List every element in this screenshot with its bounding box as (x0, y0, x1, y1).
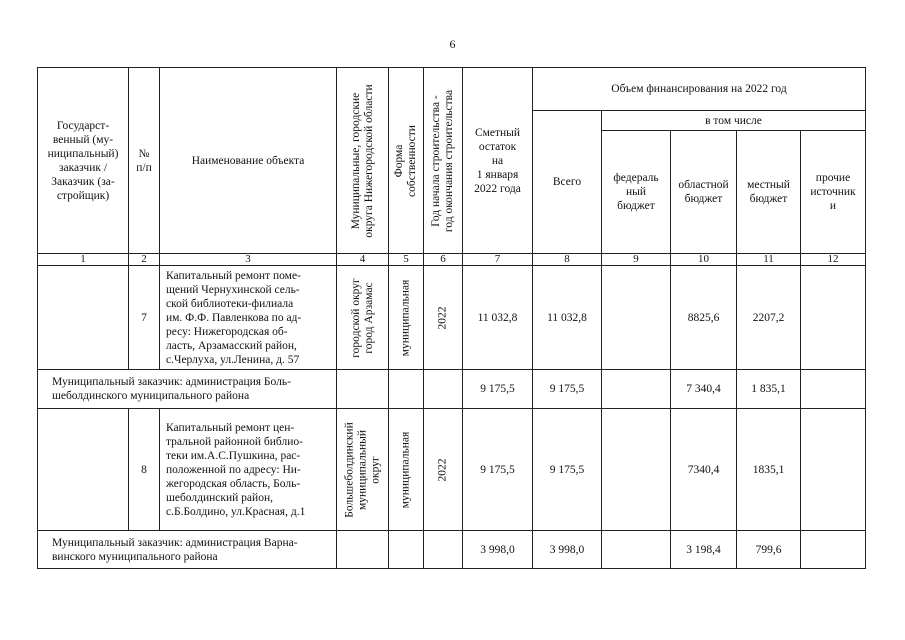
object-8-municipality: Большеболдинский муниципальный округ (337, 409, 389, 531)
customer-2-year (424, 531, 463, 569)
customer-1-federal (602, 370, 671, 409)
object-7-ownership: муниципальная (389, 266, 424, 370)
object-7-estimate: 11 032,8 (463, 266, 533, 370)
page-number: 6 (449, 37, 456, 51)
customer-2-total: 3 998,0 (533, 531, 602, 569)
customer-1-ownership (389, 370, 424, 409)
object-8-customer (38, 409, 129, 531)
col-number: 4 (337, 254, 389, 266)
object-8-year: 2022 (424, 409, 463, 531)
object-7-other (801, 266, 866, 370)
customer-2-ownership (389, 531, 424, 569)
header-object-name: Наименование объекта (160, 68, 337, 254)
object-7-local: 2207,2 (737, 266, 801, 370)
col-number: 10 (671, 254, 737, 266)
col-number: 9 (602, 254, 671, 266)
customer-1-label: Муниципальный заказчик: администрация Боль- шеболдинского муниципального района (38, 370, 337, 409)
customer-1-total: 9 175,5 (533, 370, 602, 409)
col-number: 12 (801, 254, 866, 266)
header-municipality: Муниципальные, городские округа Нижегородской области (337, 68, 389, 254)
table-row-object-7 (38, 266, 866, 370)
header-row-1 (38, 68, 866, 111)
col-number: 2 (129, 254, 160, 266)
object-8-other (801, 409, 866, 531)
customer-1-local: 1 835,1 (737, 370, 801, 409)
table-row-customer-2 (38, 531, 866, 569)
header-other: прочие источник и (801, 131, 866, 254)
customer-2-federal (602, 531, 671, 569)
header-years: Год начала строительства - год окончания строительства (424, 68, 463, 254)
object-7-name: Капитальный ремонт поме- щений Чернухинской сель- ской библиотеки-филиала им. Ф.Ф. Павленкова по ад- ресу: Нижегородская об- ласть, Арзамасский район, с.Черлуха, ул.Ленина, д. 57 (160, 266, 337, 370)
object-8-name: Капитальный ремонт цен- тральной районной библио- теки им.А.С.Пушкина, рас- положенной по адресу: Ни- жегородская область, Боль- шеболдинский район, с.Б.Болдино, ул.Красная, д.1 (160, 409, 337, 531)
object-8-local: 1835,1 (737, 409, 801, 531)
customer-1-regional: 7 340,4 (671, 370, 737, 409)
object-7-customer (38, 266, 129, 370)
object-7-year: 2022 (424, 266, 463, 370)
object-8-federal (602, 409, 671, 531)
col-number: 6 (424, 254, 463, 266)
customer-1-estimate: 9 175,5 (463, 370, 533, 409)
financing-table (37, 67, 866, 569)
header-local: местный бюджет (737, 131, 801, 254)
col-number: 3 (160, 254, 337, 266)
table-row-object-8 (38, 409, 866, 531)
header-customer: Государст- венный (му- ниципальный) заказчик / Заказчик (за- стройщик) (38, 68, 129, 254)
object-8-num: 8 (129, 409, 160, 531)
col-number: 5 (389, 254, 424, 266)
header-total: Всего (533, 111, 602, 254)
header-including: в том числе (602, 111, 866, 131)
object-7-municipality: городской округ город Арзамас (337, 266, 389, 370)
customer-2-municipality (337, 531, 389, 569)
customer-2-local: 799,6 (737, 531, 801, 569)
object-8-estimate: 9 175,5 (463, 409, 533, 531)
col-number: 8 (533, 254, 602, 266)
header-estimate: Сметный остаток на 1 января 2022 года (463, 68, 533, 254)
customer-2-other (801, 531, 866, 569)
col-number: 11 (737, 254, 801, 266)
header-num: № п/п (129, 68, 160, 254)
customer-2-estimate: 3 998,0 (463, 531, 533, 569)
header-ownership: Форма собственности (389, 68, 424, 254)
object-8-total: 9 175,5 (533, 409, 602, 531)
customer-1-other (801, 370, 866, 409)
customer-2-regional: 3 198,4 (671, 531, 737, 569)
object-7-total: 11 032,8 (533, 266, 602, 370)
object-7-regional: 8825,6 (671, 266, 737, 370)
customer-1-year (424, 370, 463, 409)
col-number: 7 (463, 254, 533, 266)
object-8-regional: 7340,4 (671, 409, 737, 531)
table-row-customer-1 (38, 370, 866, 409)
object-7-federal (602, 266, 671, 370)
object-7-num: 7 (129, 266, 160, 370)
header-federal: федераль ный бюджет (602, 131, 671, 254)
col-number: 1 (38, 254, 129, 266)
customer-2-label: Муниципальный заказчик: администрация Варна- винского муниципального района (38, 531, 337, 569)
header-funding: Объем финансирования на 2022 год (533, 68, 866, 111)
header-regional: областной бюджет (671, 131, 737, 254)
object-8-ownership: муниципальная (389, 409, 424, 531)
customer-1-municipality (337, 370, 389, 409)
column-numbers-row (38, 254, 866, 266)
